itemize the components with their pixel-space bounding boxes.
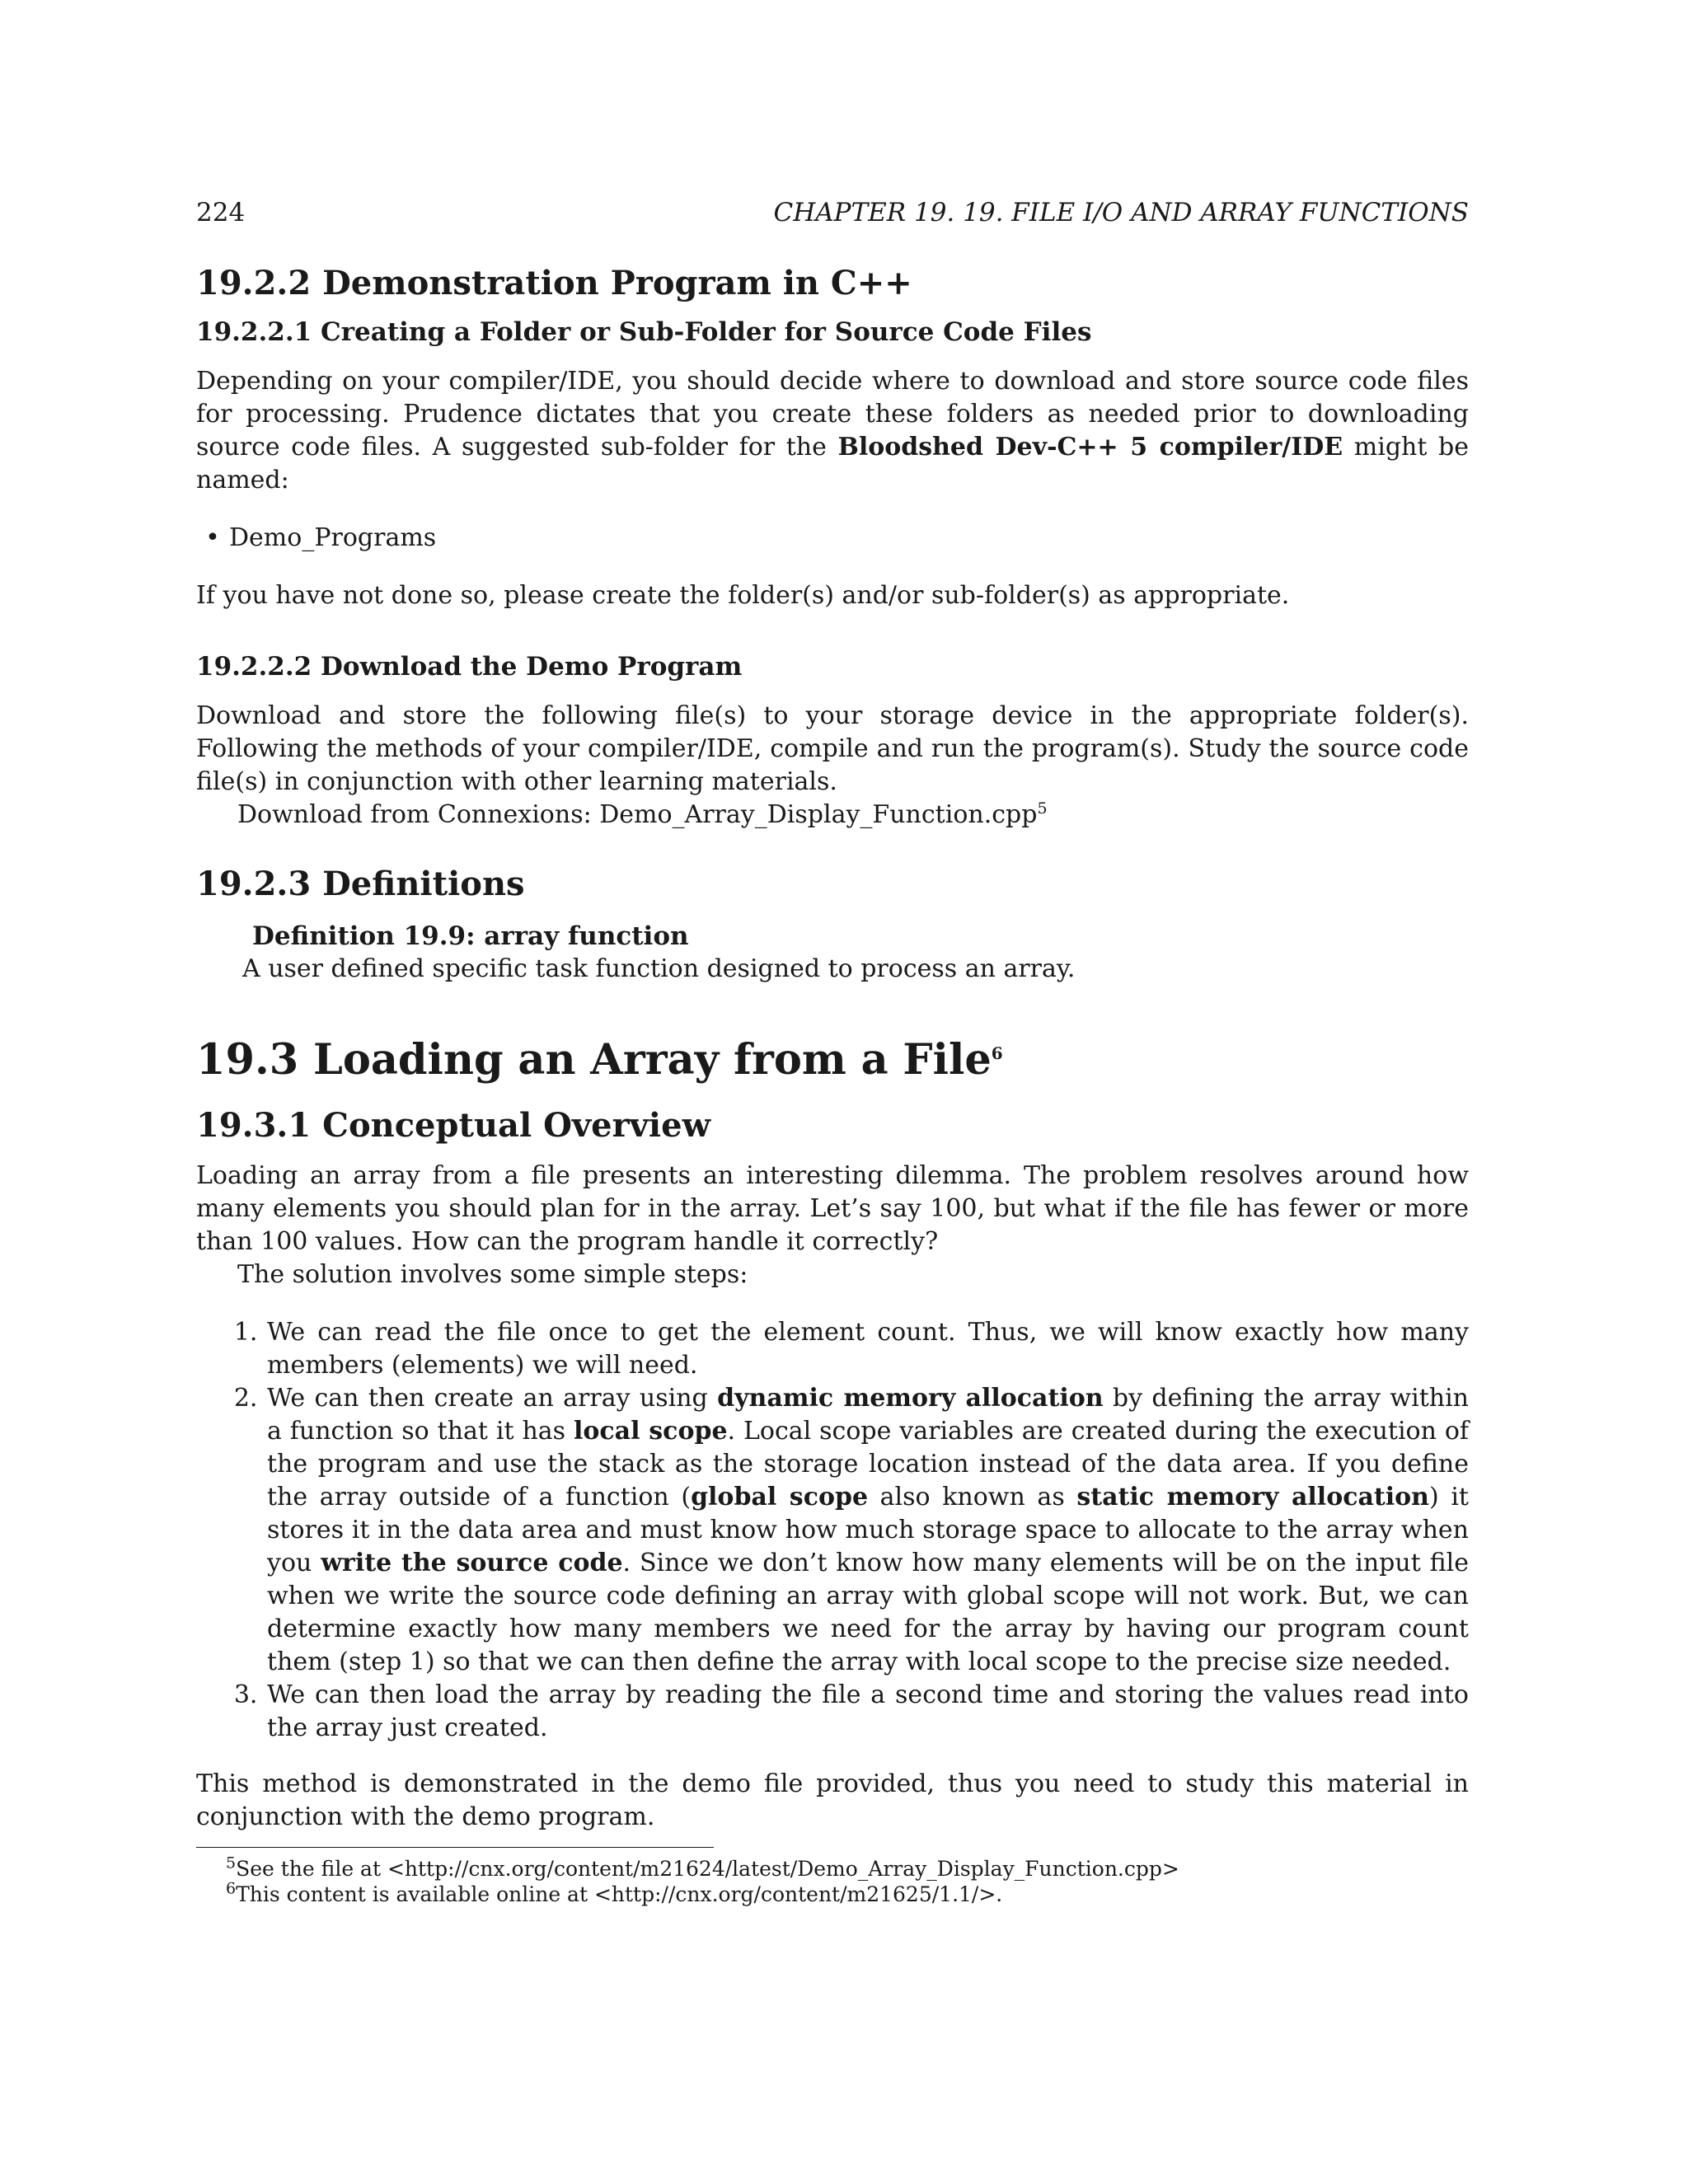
list-item-step-2 — [265, 1382, 1469, 1679]
footnote-text[interactable]: This content is available online at <http://cnx.org/content/m21625/1.1/>. — [236, 1882, 1003, 1906]
bold-term: global scope — [691, 1483, 869, 1511]
bold-term: dynamic memory allocation — [717, 1384, 1104, 1413]
step-text: We can then create an array using — [267, 1384, 718, 1413]
definition-block — [242, 920, 1469, 986]
paragraph-dilemma: Loading an array from a file presents an interesting dilemma. The problem resolves around how many elements you should plan for in the array. Let’s say 100, but what if the file has fewer or more than 100 values. How can the program handle it correctly? — [196, 1161, 1469, 1256]
paragraph-solution-intro: The solution involves some simple steps: — [237, 1260, 748, 1289]
step-text: also known as — [868, 1483, 1077, 1511]
download-link-text[interactable]: Download from Connexions: Demo_Array_Display_Function.cpp — [237, 800, 1038, 829]
bold-term: static memory allocation — [1076, 1483, 1429, 1511]
steps-list — [196, 1316, 1469, 1745]
footnote-text[interactable]: See the file at <http://cnx.org/content/m21624/latest/Demo_Array_Display_Function.cpp> — [236, 1857, 1179, 1881]
footnote-ref-5[interactable]: 5 — [1037, 799, 1048, 818]
footnote-6 — [226, 1879, 1469, 1907]
bold-term: local scope — [573, 1417, 728, 1446]
heading-19-3 — [196, 1035, 1469, 1085]
list-item-step-3: 3. We can then load the array by reading the file a second time and storing the values read into the array just created. — [265, 1679, 1469, 1745]
bold-compiler-name: Bloodshed Dev-C++ 5 compiler/IDE — [837, 433, 1343, 462]
footnote-5 — [226, 1856, 1469, 1882]
step-text: by defining the array within a function so that it has — [267, 1384, 1469, 1446]
definition-title: Definition 19.9: array function — [252, 921, 689, 951]
heading-19-2-3: 19.2.3 Definitions — [196, 865, 525, 903]
step-text: . Local scope variables are created during the execution of the program and use the stack as the storage location instead of the data area. If you define the array outside of a function ( — [267, 1417, 1469, 1511]
heading-19-2-2-2: 19.2.2.2 Download the Demo Program — [196, 652, 743, 682]
footnote-divider — [196, 1847, 714, 1848]
step-text: . Since we don’t know how many elements will be on the input file when we write the source code defining an array with global scope will not work. But, we can determine exactly how many members we need for the array by having our program count them (step 1) so that we can then define the array with local scope to the precise size needed. — [267, 1549, 1469, 1676]
paragraph-text: might be named: — [196, 433, 1470, 494]
section-title: 19.3 Loading an Array from a File — [196, 1035, 992, 1085]
definition-body: A user defined specific task function designed to process an array. — [242, 954, 1076, 983]
list-item: • Demo_Programs — [229, 522, 1469, 555]
step-text: ) it stores it in the data area and must know how much storage space to allocate to the array when you — [267, 1483, 1469, 1577]
footnote-mark: 6 — [226, 1879, 237, 1898]
footnote-mark: 5 — [226, 1854, 237, 1872]
paragraph-create-folder: If you have not done so, please create the folder(s) and/or sub-folder(s) as appropriate. — [196, 581, 1290, 610]
paragraph-text: Depending on your compiler/IDE, you should decide where to download and store source code files for processing. Prudence dictates that you create these folders as needed prior to downloading source code files. A suggested sub-folder for the — [196, 367, 1469, 462]
paragraph-conclusion: This method is demonstrated in the demo file provided, thus you need to study this material in conjunction with the demo program. — [196, 1769, 1469, 1831]
running-header — [196, 198, 1469, 227]
footnote-ref-6[interactable]: 6 — [991, 1043, 1003, 1063]
page-number: 224 — [196, 198, 246, 227]
folder-list — [196, 522, 1469, 555]
bold-term: write the source code — [321, 1549, 623, 1577]
list-item-step-1: 1. We can read the file once to get the element count. Thus, we will know exactly how many members (elements) we will need. — [265, 1316, 1469, 1382]
heading-19-3-1: 19.3.1 Conceptual Overview — [196, 1106, 711, 1145]
heading-19-2-2: 19.2.2 Demonstration Program in C++ — [196, 264, 912, 302]
download-link-line[interactable] — [196, 799, 1469, 832]
heading-19-2-2-1: 19.2.2.1 Creating a Folder or Sub-Folder for Source Code Files — [196, 317, 1092, 347]
chapter-title: CHAPTER 19. 19. FILE I/O AND ARRAY FUNCTIONS — [773, 198, 1469, 227]
paragraph-folder-intro — [196, 365, 1469, 497]
document-page — [196, 198, 1469, 1907]
paragraph-download: Download and store the following file(s) to your storage device in the appropriate folder(s). Following the methods of your compiler/IDE, compile and run the program(s). Study the source code file(s) in conjunction with other learning materials. — [196, 701, 1469, 796]
